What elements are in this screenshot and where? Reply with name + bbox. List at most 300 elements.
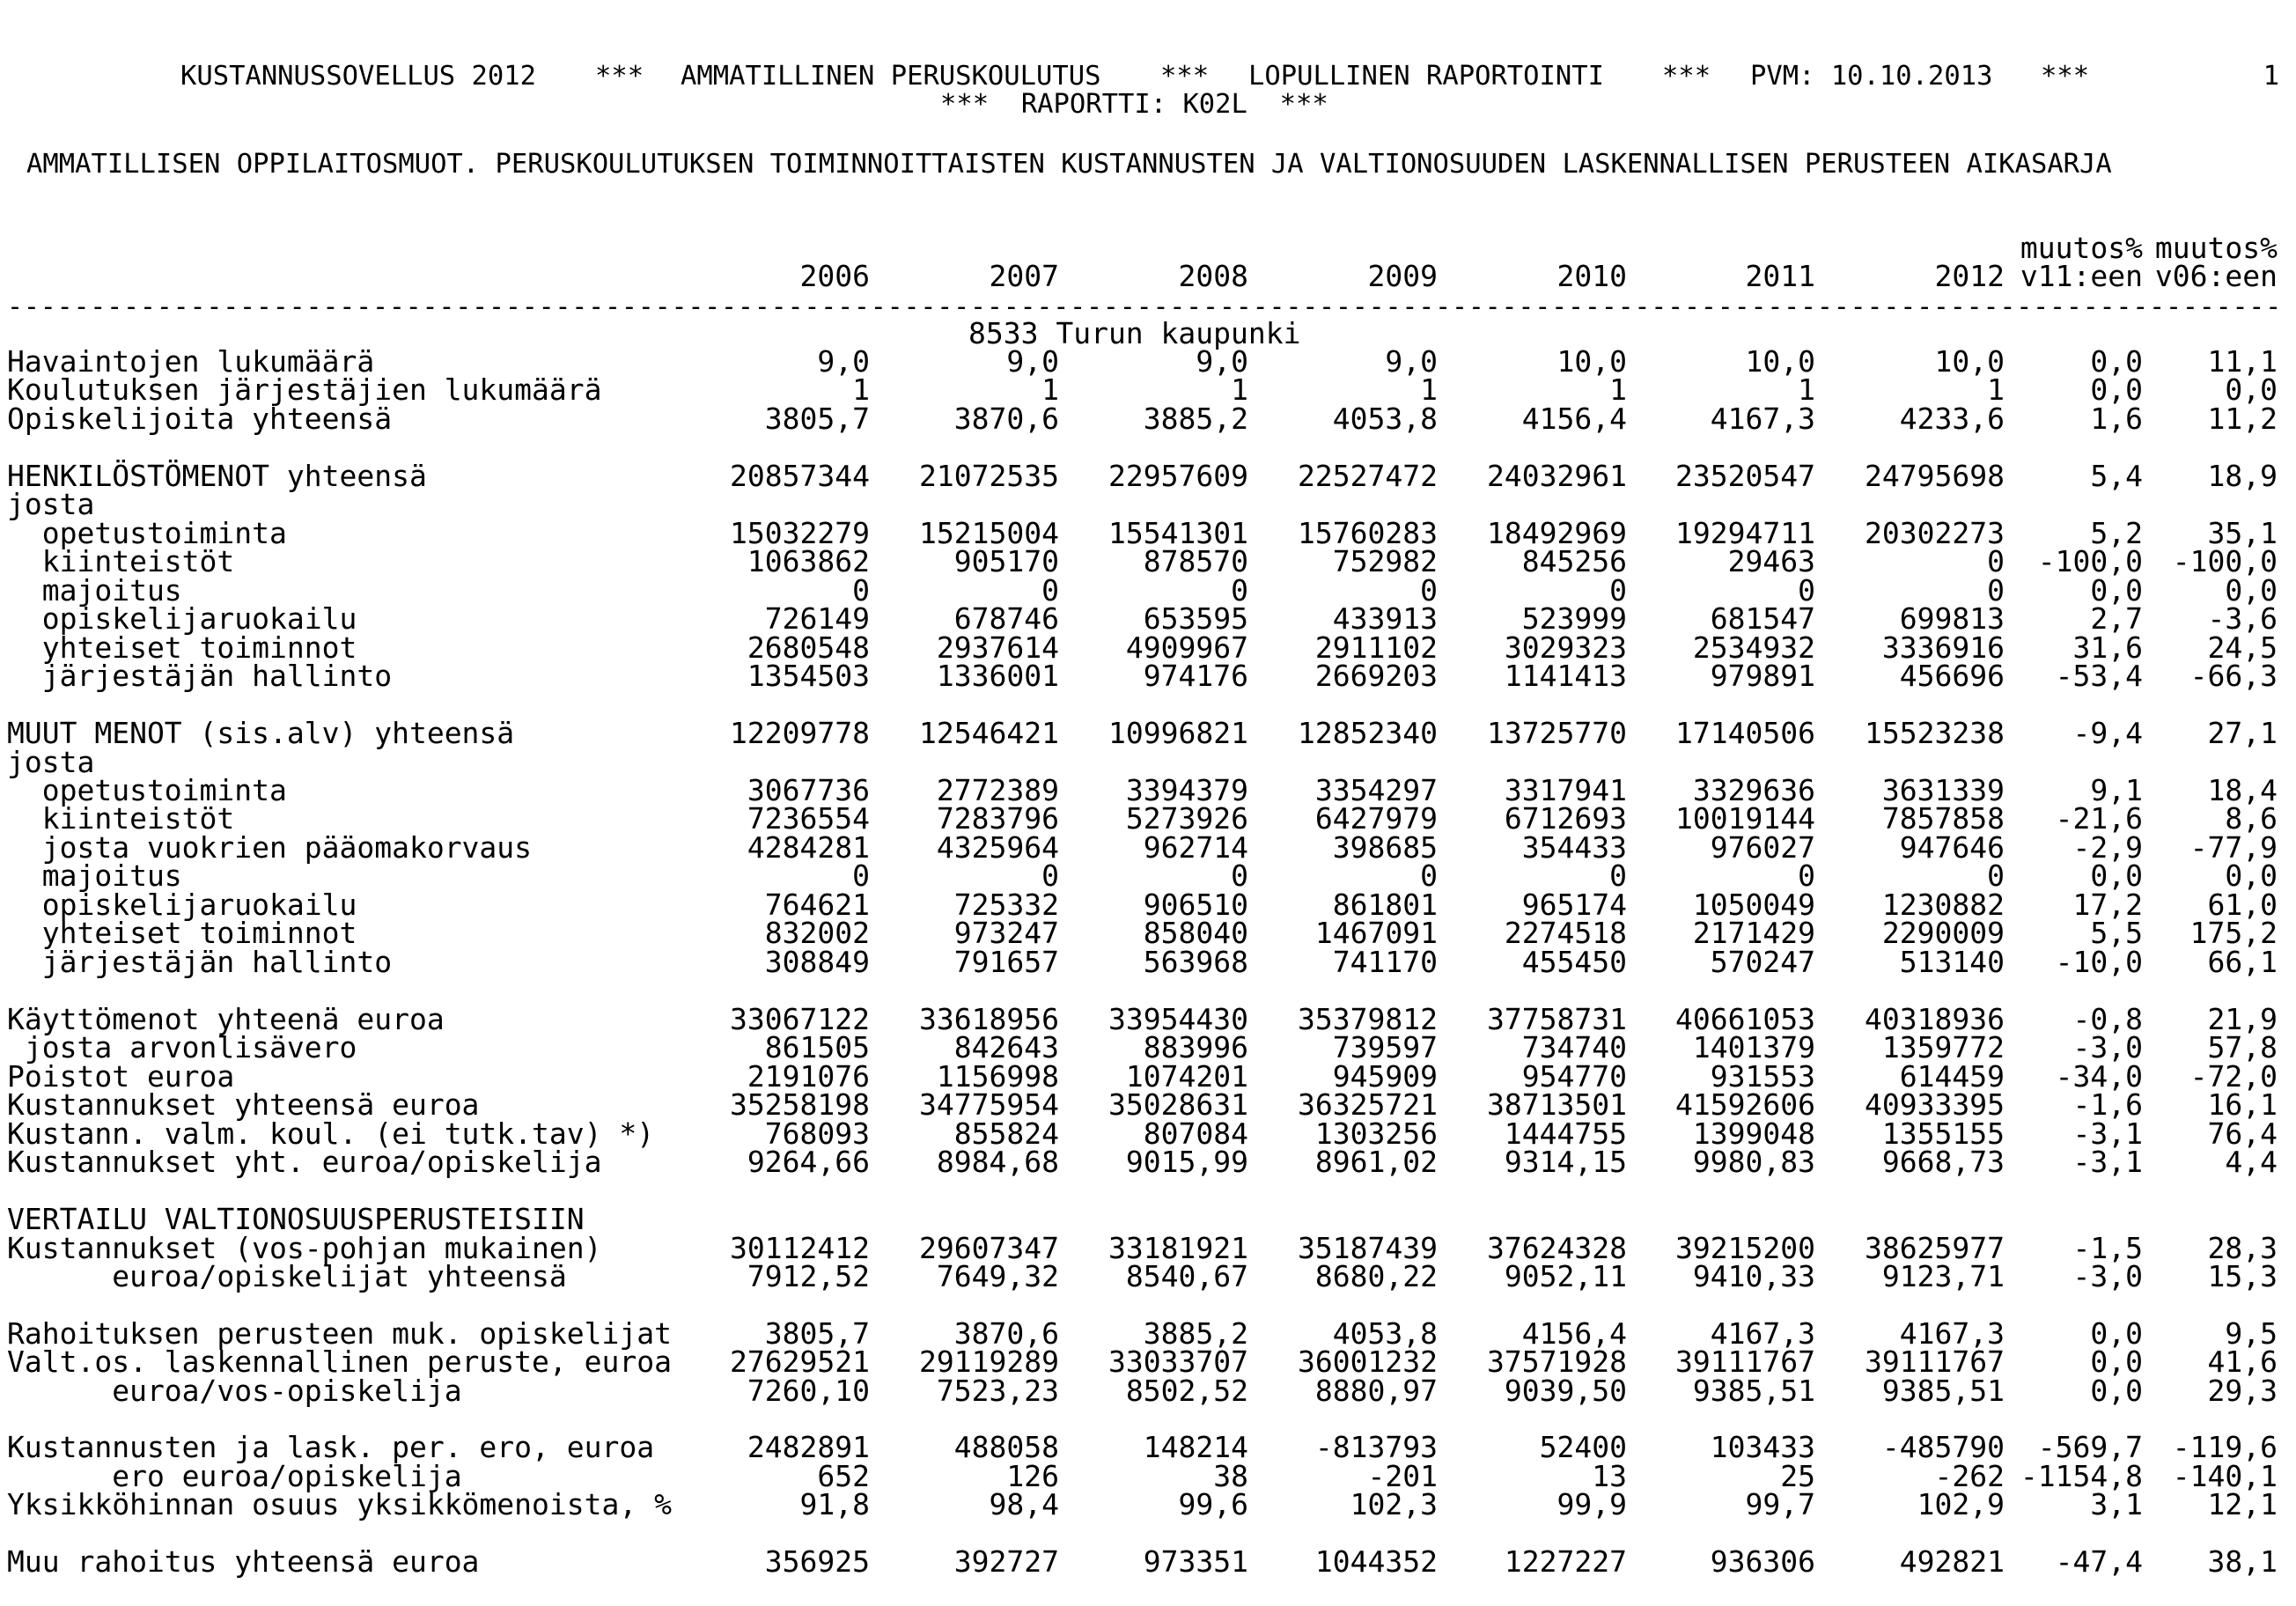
cell-change-percent: -3,0: [2072, 1030, 2143, 1065]
row-label: josta vuokrien pääomakorvaus: [7, 830, 533, 865]
cell-year-value: -485790: [1881, 1430, 2005, 1464]
cell-year-value: 10019144: [1675, 801, 1815, 836]
table-row: [0, 916, 2296, 950]
cell-year-value: 563968: [1143, 945, 1248, 979]
cell-year-value: 1: [1420, 372, 1438, 407]
cell-year-value: 739597: [1332, 1030, 1438, 1065]
table-row: [0, 1030, 2296, 1065]
row-label: järjestäjän hallinto: [7, 659, 393, 693]
report-header-line1: [0, 62, 2296, 92]
cell-change-percent: 76,4: [2207, 1116, 2278, 1151]
cell-change-percent: 38,1: [2207, 1544, 2278, 1579]
table-row: [0, 659, 2296, 693]
cell-year-value: 725332: [953, 888, 1059, 922]
cell-year-value: 356925: [764, 1544, 870, 1579]
cell-change-percent: 0,0: [2225, 372, 2278, 407]
cell-year-value: 3870,6: [953, 1316, 1059, 1351]
cell-year-value: 6427979: [1314, 801, 1438, 836]
cell-year-value: 678746: [953, 601, 1059, 636]
report-subtitle: AMMATILLISEN OPPILAITOSMUOT. PERUSKOULUTUKSEN TOIMINNOITTAISTEN KUSTANNUSTEN JA VALTIONOSUUDEN LASKENNALLISEN PERUSTEEN AIKASARJA: [26, 149, 2112, 180]
cell-change-percent: 24,5: [2207, 630, 2278, 665]
cell-year-value: 36325721: [1298, 1087, 1438, 1122]
row-label: josta: [7, 745, 95, 779]
cell-year-value: 1074201: [1125, 1059, 1248, 1094]
table-row: [0, 1374, 2296, 1408]
cell-year-value: 699813: [1899, 601, 2005, 636]
row-label: Koulutuksen järjestäjien lukumäärä: [7, 372, 602, 407]
row-label: opetustoiminta: [7, 773, 287, 807]
cell-year-value: 1230882: [1881, 888, 2005, 922]
cell-year-value: 845256: [1521, 544, 1627, 578]
cell-change-percent: -10,0: [2055, 945, 2143, 979]
cell-year-value: 855824: [953, 1116, 1059, 1151]
cell-year-value: 126: [1006, 1459, 1059, 1493]
header-reporting-type: LOPULLINEN RAPORTOINTI: [1248, 61, 1604, 92]
cell-year-value: 2290009: [1881, 916, 2005, 950]
cell-year-value: 35379812: [1298, 1002, 1438, 1036]
cell-change-percent: 18,4: [2207, 773, 2278, 807]
cell-year-value: 973247: [953, 916, 1059, 950]
row-label: Havaintojen lukumäärä: [7, 344, 375, 379]
cell-year-value: 1: [1798, 372, 1815, 407]
column-header-change: muutos%: [2020, 231, 2143, 265]
row-label: Poistot euroa: [7, 1059, 235, 1094]
cell-change-percent: -72,0: [2189, 1059, 2278, 1094]
cell-year-value: -201: [1367, 1459, 1438, 1493]
column-header-change-base: v06:een: [2154, 259, 2278, 293]
cell-year-value: 8961,02: [1314, 1145, 1438, 1179]
cell-change-percent: -1,6: [2072, 1087, 2143, 1122]
column-header-year: 2007: [989, 259, 1059, 293]
row-label: majoitus: [7, 573, 182, 608]
cell-year-value: 4167,3: [1710, 1316, 1815, 1351]
cell-year-value: 791657: [953, 945, 1059, 979]
cell-year-value: -262: [1934, 1459, 2005, 1493]
cell-year-value: 102,3: [1350, 1487, 1438, 1521]
cell-change-percent: -0,8: [2072, 1002, 2143, 1036]
cell-year-value: 1050049: [1692, 888, 1815, 922]
cell-year-value: 19294711: [1675, 516, 1815, 550]
cell-year-value: 9,0: [1196, 344, 1248, 379]
cell-year-value: 883996: [1143, 1030, 1248, 1065]
cell-year-value: 24795698: [1865, 459, 2005, 493]
cell-year-value: 13725770: [1487, 716, 1627, 750]
cell-year-value: 681547: [1710, 601, 1815, 636]
cell-change-percent: 16,1: [2207, 1087, 2278, 1122]
cell-year-value: 0: [1798, 573, 1815, 608]
table-row: [0, 487, 2296, 521]
cell-year-value: 652: [817, 1459, 870, 1493]
cell-year-value: 1: [1987, 372, 2005, 407]
cell-year-value: 4325964: [936, 830, 1059, 865]
cell-year-value: 35028631: [1108, 1087, 1248, 1122]
cell-year-value: 734740: [1521, 1030, 1627, 1065]
cell-change-percent: -53,4: [2055, 659, 2143, 693]
cell-year-value: 878570: [1143, 544, 1248, 578]
cell-year-value: 2669203: [1314, 659, 1438, 693]
cell-change-percent: 41,6: [2207, 1344, 2278, 1379]
cell-year-value: 10996821: [1108, 716, 1248, 750]
cell-year-value: 20857344: [730, 459, 870, 493]
row-label: Opiskelijoita yhteensä: [7, 402, 393, 436]
cell-year-value: 22527472: [1298, 459, 1438, 493]
cell-year-value: 9,0: [1006, 344, 1059, 379]
cell-change-percent: 57,8: [2207, 1030, 2278, 1065]
cell-year-value: 103433: [1710, 1430, 1815, 1464]
table-row: [0, 1202, 2296, 1236]
cell-year-value: 40318936: [1865, 1002, 2005, 1036]
cell-year-value: 9264,66: [747, 1145, 870, 1179]
column-header-year: 2009: [1367, 259, 1438, 293]
cell-change-percent: -3,1: [2072, 1116, 2143, 1151]
cell-change-percent: 29,3: [2207, 1374, 2278, 1408]
cell-change-percent: 21,9: [2207, 1002, 2278, 1036]
cell-year-value: 1: [1231, 372, 1248, 407]
cell-change-percent: 175,2: [2189, 916, 2278, 950]
header-separator: ***: [1662, 61, 1711, 92]
cell-year-value: 10,0: [1745, 344, 1815, 379]
cell-year-value: 0: [1987, 858, 2005, 893]
header-app-title: KUSTANNUSSOVELLUS 2012: [180, 61, 536, 92]
cell-year-value: 0: [1987, 573, 2005, 608]
row-label: josta: [7, 487, 95, 521]
cell-year-value: 24032961: [1487, 459, 1627, 493]
cell-year-value: 9,0: [1385, 344, 1438, 379]
cell-change-percent: -66,3: [2189, 659, 2278, 693]
cell-year-value: 3329636: [1692, 773, 1815, 807]
cell-change-percent: 2,7: [2090, 601, 2143, 636]
row-label: kiinteistöt: [7, 801, 235, 836]
cell-year-value: 807084: [1143, 1116, 1248, 1151]
cell-year-value: 4167,3: [1899, 1316, 2005, 1351]
row-label: Rahoituksen perusteen muk. opiskelijat: [7, 1316, 672, 1351]
cell-year-value: 954770: [1521, 1059, 1627, 1094]
table-row: [0, 601, 2296, 636]
row-label: Valt.os. laskennallinen peruste, euroa: [7, 1344, 672, 1379]
cell-year-value: 979891: [1710, 659, 1815, 693]
cell-change-percent: 5,2: [2090, 516, 2143, 550]
cell-year-value: 4909967: [1125, 630, 1248, 665]
entity-name: 8533 Turun kaupunki: [968, 316, 1301, 350]
cell-year-value: 973351: [1143, 1544, 1248, 1579]
header-separator: ***: [2041, 61, 2090, 92]
table-row: [0, 1145, 2296, 1179]
cell-year-value: 99,6: [1178, 1487, 1248, 1521]
cell-year-value: 3317941: [1504, 773, 1627, 807]
cell-year-value: 0: [1798, 858, 1815, 893]
cell-year-value: 0: [1420, 573, 1438, 608]
header-date: PVM: 10.10.2013: [1750, 61, 1993, 92]
cell-change-percent: -21,6: [2055, 801, 2143, 836]
cell-year-value: 27629521: [730, 1344, 870, 1379]
cell-year-value: 148214: [1143, 1430, 1248, 1464]
cell-change-percent: -9,4: [2072, 716, 2143, 750]
cell-year-value: 40933395: [1865, 1087, 2005, 1122]
cell-year-value: 3805,7: [764, 402, 870, 436]
cell-change-percent: 3,1: [2090, 1487, 2143, 1521]
cell-year-value: 38713501: [1487, 1087, 1627, 1122]
cell-change-percent: 11,2: [2207, 402, 2278, 436]
header-separator: ***: [1160, 61, 1210, 92]
row-label: opiskelijaruokailu: [7, 888, 357, 922]
cell-year-value: -813793: [1314, 1430, 1438, 1464]
cell-change-percent: 0,0: [2090, 1316, 2143, 1351]
cell-year-value: 36001232: [1298, 1344, 1438, 1379]
cell-year-value: 976027: [1710, 830, 1815, 865]
cell-year-value: 7857858: [1881, 801, 2005, 836]
cell-change-percent: 0,0: [2090, 573, 2143, 608]
cell-change-percent: 0,0: [2225, 573, 2278, 608]
cell-change-percent: -100,0: [2172, 544, 2278, 578]
table-row: [0, 945, 2296, 979]
cell-year-value: 488058: [953, 1430, 1059, 1464]
cell-year-value: 1156998: [936, 1059, 1059, 1094]
cell-year-value: 4233,6: [1899, 402, 2005, 436]
cell-year-value: 91,8: [799, 1487, 870, 1521]
cell-year-value: 7283796: [936, 801, 1059, 836]
cell-year-value: 965174: [1521, 888, 1627, 922]
cell-year-value: 962714: [1143, 830, 1248, 865]
cell-year-value: 4053,8: [1332, 1316, 1438, 1351]
cell-year-value: 764621: [764, 888, 870, 922]
cell-year-value: 15523238: [1865, 716, 2005, 750]
cell-year-value: 906510: [1143, 888, 1248, 922]
cell-year-value: 99,9: [1556, 1487, 1627, 1521]
cell-year-value: 0: [1231, 858, 1248, 893]
cell-year-value: 4053,8: [1332, 402, 1438, 436]
cell-year-value: 4167,3: [1710, 402, 1815, 436]
cell-year-value: 37624328: [1487, 1231, 1627, 1265]
cell-year-value: 33618956: [919, 1002, 1059, 1036]
cell-year-value: 768093: [764, 1116, 870, 1151]
cell-year-value: 38625977: [1865, 1231, 2005, 1265]
cell-year-value: 9668,73: [1881, 1145, 2005, 1179]
cell-year-value: 354433: [1521, 830, 1627, 865]
row-label: MUUT MENOT (sis.alv) yhteensä: [7, 716, 515, 750]
cell-year-value: 3336916: [1881, 630, 2005, 665]
report-header-line2: [0, 90, 2296, 120]
cell-year-value: 0: [1420, 858, 1438, 893]
cell-year-value: 456696: [1899, 659, 2005, 693]
cell-year-value: 2911102: [1314, 630, 1438, 665]
cell-year-value: 29119289: [919, 1344, 1059, 1379]
cell-year-value: 7912,52: [747, 1259, 870, 1293]
cell-year-value: 3805,7: [764, 1316, 870, 1351]
cell-year-value: 455450: [1521, 945, 1627, 979]
row-label: opiskelijaruokailu: [7, 601, 357, 636]
cell-change-percent: 27,1: [2207, 716, 2278, 750]
cell-year-value: 4156,4: [1521, 1316, 1627, 1351]
cell-year-value: 2274518: [1504, 916, 1627, 950]
cell-year-value: 842643: [953, 1030, 1059, 1065]
cell-year-value: 3885,2: [1143, 402, 1248, 436]
cell-year-value: 9123,71: [1881, 1259, 2005, 1293]
cell-year-value: 3394379: [1125, 773, 1248, 807]
cell-year-value: 1336001: [936, 659, 1059, 693]
cell-change-percent: 1,6: [2090, 402, 2143, 436]
table-row: [0, 830, 2296, 865]
cell-year-value: 39111767: [1675, 1344, 1815, 1379]
cell-year-value: 9,0: [817, 344, 870, 379]
cell-change-percent: 18,9: [2207, 459, 2278, 493]
cell-year-value: 861801: [1332, 888, 1438, 922]
cell-year-value: 1141413: [1504, 659, 1627, 693]
row-label: Kustann. valm. koul. (ei tutk.tav) *): [7, 1116, 655, 1151]
row-label: kiinteistöt: [7, 544, 235, 578]
table-row: [0, 1259, 2296, 1293]
cell-year-value: 4284281: [747, 830, 870, 865]
column-header-year: 2006: [799, 259, 870, 293]
cell-change-percent: 28,3: [2207, 1231, 2278, 1265]
cell-year-value: 8880,97: [1314, 1374, 1438, 1408]
column-header-year: 2010: [1556, 259, 1627, 293]
cell-year-value: 726149: [764, 601, 870, 636]
row-label: euroa/opiskelijat yhteensä: [7, 1259, 567, 1293]
cell-year-value: 8502,52: [1125, 1374, 1248, 1408]
cell-change-percent: -34,0: [2055, 1059, 2143, 1094]
cell-year-value: 8680,22: [1314, 1259, 1438, 1293]
cell-change-percent: -3,0: [2072, 1259, 2143, 1293]
cell-year-value: 2482891: [747, 1430, 870, 1464]
cell-year-value: 7523,23: [936, 1374, 1059, 1408]
cell-change-percent: -569,7: [2037, 1430, 2143, 1464]
cell-year-value: 0: [1041, 573, 1059, 608]
cell-year-value: 1467091: [1314, 916, 1438, 950]
cell-year-value: 8540,67: [1125, 1259, 1248, 1293]
cell-change-percent: 35,1: [2207, 516, 2278, 550]
table-row: [0, 544, 2296, 578]
cell-year-value: 39215200: [1675, 1231, 1815, 1265]
cell-year-value: 33033707: [1108, 1344, 1248, 1379]
cell-year-value: 2171429: [1692, 916, 1815, 950]
table-row: [0, 801, 2296, 836]
row-label: Muu rahoitus yhteensä euroa: [7, 1544, 480, 1579]
cell-year-value: 3354297: [1314, 773, 1438, 807]
cell-year-value: 832002: [764, 916, 870, 950]
cell-year-value: 9385,51: [1881, 1374, 2005, 1408]
cell-year-value: 0: [1041, 858, 1059, 893]
cell-year-value: 98,4: [989, 1487, 1059, 1521]
cell-year-value: 492821: [1899, 1544, 2005, 1579]
cell-year-value: 974176: [1143, 659, 1248, 693]
cell-year-value: 29607347: [919, 1231, 1059, 1265]
cell-change-percent: -77,9: [2189, 830, 2278, 865]
cell-year-value: 523999: [1521, 601, 1627, 636]
cell-year-value: 15032279: [730, 516, 870, 550]
column-header-year: 2011: [1745, 259, 1815, 293]
cell-year-value: 0: [852, 573, 870, 608]
row-label: Yksikköhinnan osuus yksikkömenoista, %: [7, 1487, 672, 1521]
cell-year-value: 1227227: [1504, 1544, 1627, 1579]
cell-year-value: 6712693: [1504, 801, 1627, 836]
header-separator: ***: [595, 61, 644, 92]
cell-change-percent: 15,3: [2207, 1259, 2278, 1293]
cell-change-percent: 8,6: [2225, 801, 2278, 836]
cell-year-value: 392727: [953, 1544, 1059, 1579]
cell-year-value: 37571928: [1487, 1344, 1627, 1379]
cell-year-value: 23520547: [1675, 459, 1815, 493]
cell-year-value: 37758731: [1487, 1002, 1627, 1036]
cell-year-value: 33067122: [730, 1002, 870, 1036]
cell-year-value: 10,0: [1556, 344, 1627, 379]
cell-year-value: 9980,83: [1692, 1145, 1815, 1179]
cell-year-value: 614459: [1899, 1059, 2005, 1094]
cell-year-value: 17140506: [1675, 716, 1815, 750]
cell-year-value: 38: [1213, 1459, 1248, 1493]
column-header-change-base: v11:een: [2020, 259, 2143, 293]
table-row: [0, 1487, 2296, 1521]
cell-year-value: 1355155: [1881, 1116, 2005, 1151]
cell-change-percent: -100,0: [2037, 544, 2143, 578]
cell-change-percent: 5,4: [2090, 459, 2143, 493]
cell-change-percent: 0,0: [2225, 858, 2278, 893]
table-row: [0, 858, 2296, 893]
cell-change-percent: 12,1: [2207, 1487, 2278, 1521]
cell-year-value: 2937614: [936, 630, 1059, 665]
cell-year-value: 1063862: [747, 544, 870, 578]
cell-year-value: 30112412: [730, 1231, 870, 1265]
cell-year-value: 1444755: [1504, 1116, 1627, 1151]
cell-year-value: 3067736: [747, 773, 870, 807]
cell-year-value: 1401379: [1692, 1030, 1815, 1065]
cell-year-value: 52400: [1539, 1430, 1627, 1464]
report-code: *** RAPORTTI: K02L ***: [940, 89, 1328, 120]
column-header-change: muutos%: [2154, 231, 2278, 265]
row-label: josta arvonlisävero: [7, 1030, 357, 1065]
cell-year-value: 12852340: [1298, 716, 1438, 750]
row-label: VERTAILU VALTIONOSUUSPERUSTEISIIN: [7, 1202, 585, 1236]
cell-year-value: 1354503: [747, 659, 870, 693]
cell-year-value: 653595: [1143, 601, 1248, 636]
column-header-year: 2008: [1178, 259, 1248, 293]
cell-year-value: 15541301: [1108, 516, 1248, 550]
cell-year-value: 34775954: [919, 1087, 1059, 1122]
cell-year-value: 102,9: [1917, 1487, 2005, 1521]
cell-change-percent: -140,1: [2172, 1459, 2278, 1493]
cell-change-percent: -3,6: [2207, 601, 2278, 636]
cell-year-value: 41592606: [1675, 1087, 1815, 1122]
table-row: [0, 1544, 2296, 1579]
cell-year-value: 5273926: [1125, 801, 1248, 836]
cell-year-value: 9039,50: [1504, 1374, 1627, 1408]
cell-year-value: 8984,68: [936, 1145, 1059, 1179]
cell-year-value: 99,7: [1745, 1487, 1815, 1521]
cell-change-percent: 11,1: [2207, 344, 2278, 379]
row-label: euroa/vos-opiskelija: [7, 1374, 462, 1408]
cell-year-value: 905170: [953, 544, 1059, 578]
cell-year-value: 9314,15: [1504, 1145, 1627, 1179]
cell-year-value: 12209778: [730, 716, 870, 750]
cell-year-value: 18492969: [1487, 516, 1627, 550]
cell-year-value: 858040: [1143, 916, 1248, 950]
row-label: järjestäjän hallinto: [7, 945, 393, 979]
cell-year-value: 7236554: [747, 801, 870, 836]
cell-year-value: 40661053: [1675, 1002, 1815, 1036]
cell-year-value: 20302273: [1865, 516, 2005, 550]
cell-year-value: 12546421: [919, 716, 1059, 750]
cell-change-percent: 4,4: [2225, 1145, 2278, 1179]
column-header-year: 2012: [1934, 259, 2005, 293]
cell-change-percent: 9,5: [2225, 1316, 2278, 1351]
cell-change-percent: 0,0: [2090, 1344, 2143, 1379]
table-row: [0, 459, 2296, 493]
row-label: Kustannukset (vos-pohjan mukainen): [7, 1231, 602, 1265]
cell-change-percent: 0,0: [2090, 1374, 2143, 1408]
cell-year-value: 3885,2: [1143, 1316, 1248, 1351]
row-label: Kustannusten ja lask. per. ero, euroa: [7, 1430, 655, 1464]
cell-year-value: 398685: [1332, 830, 1438, 865]
cell-change-percent: -1,5: [2072, 1231, 2143, 1265]
